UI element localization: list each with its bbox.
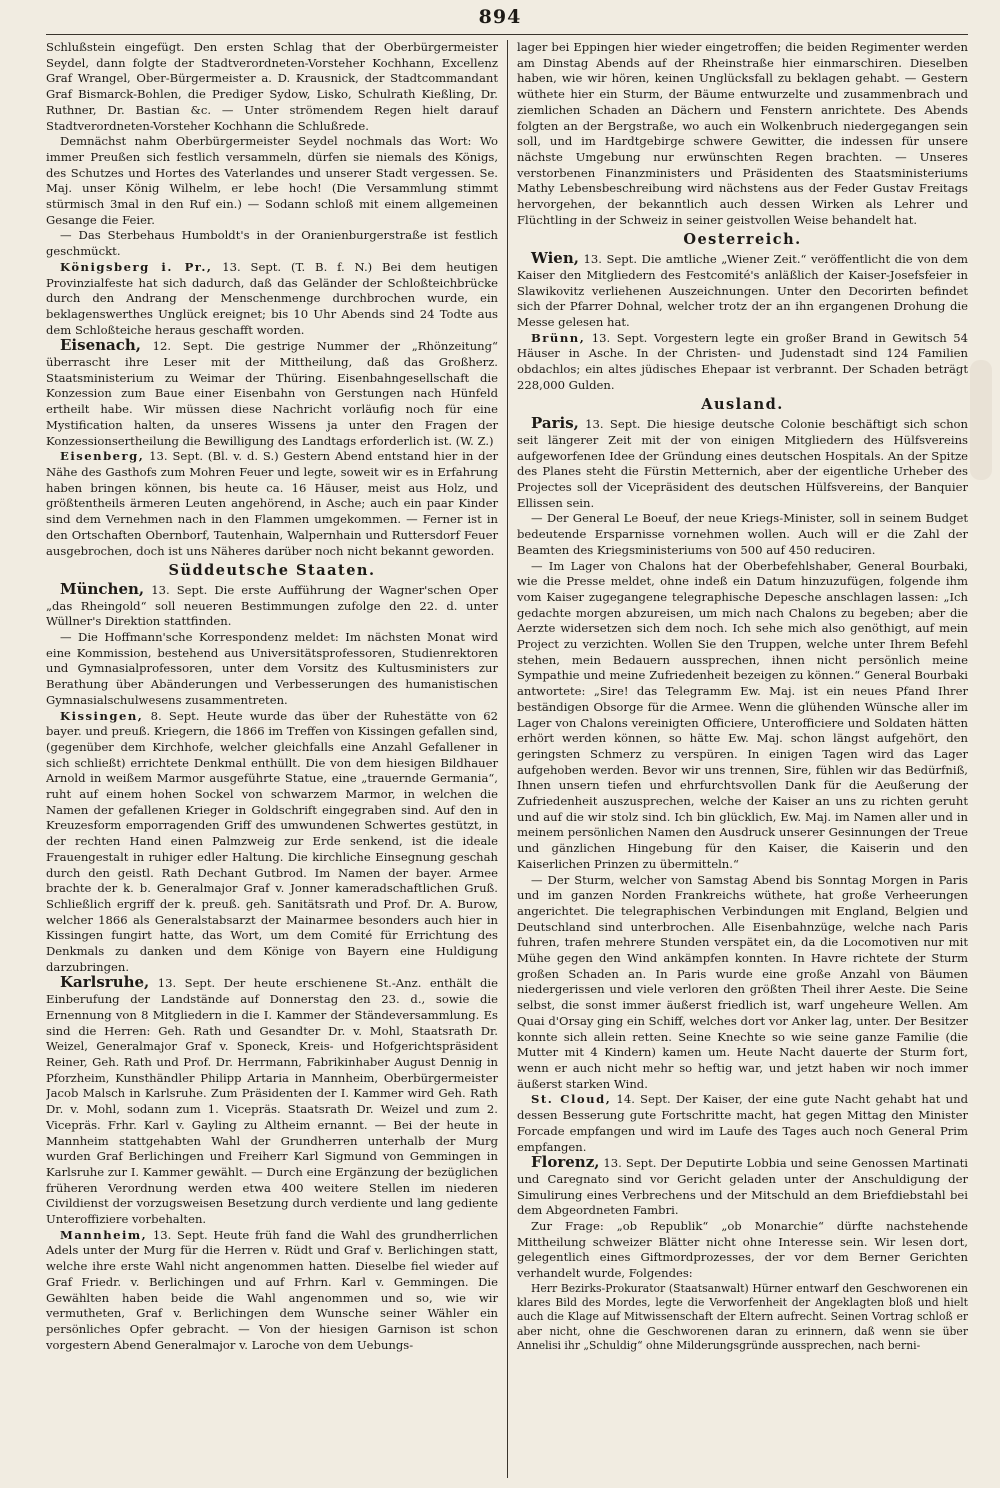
- dateline-place: München,: [60, 579, 145, 598]
- article-paragraph: lager bei Eppingen hier wieder eingetroffen; die beiden Regimenter werden am Dinstag Abends auf der Rheinstraße hier einmarschiren. Dieselben haben, wie wir hören, keinen Unglücksfall zu beklagen gehabt. — Gestern wüthete hier ein Sturm, der Bäume entwurzelte und zusammenbrach und ziemlichen Schaden an Dächern und Fenstern anrichtete. Des Abends folgten an der Bergstraße, wo auch ein Wolkenbruch niedergegangen sein soll, und im Hardtgebirge schwere Gewitter, die indessen für unsere nächste Umgebung nur erwünschten Regen brachten. — Unseres verstorbenen Finanzministers und Präsidenten des Staatsministeriums Mathy Lebensbeschreibung wird nächstens aus der Feder Gustav Freitags hervorgehen, der bekanntlich auch dessen Wirken als Lehrer und Flüchtling in der Schweiz in seiner geistvollen Weise behandelt hat.: [517, 40, 968, 227]
- article-paragraph: [46, 975, 498, 1227]
- article-paragraph: — Der General Le Boeuf, der neue Kriegs-Minister, soll in seinem Budget bedeutende Ersparnisse vornehmen wollen. Auch will er die Zahl der Beamten des Kriegsministeriums von 500 auf 450 reduciren.: [517, 511, 968, 557]
- article-paragraph: Schlußstein eingefügt. Den ersten Schlag that der Oberbürgermeister Seydel, dann folgte der Stadtverordneten-Vorsteher Kochhann, Excellenz Graf Wrangel, Ober-Bürgermeister a. D. Krausnick, der Stadtcommandant Graf Bismarck-Bohlen, die Prediger Sydow, Lisko, Schulrath Kießling, Dr. Ruthner, Dr. Bastian &c. — Unter strömendem Regen hielt darauf Stadtverordneten-Vorsteher Kochhann die Schlußrede.: [46, 40, 498, 133]
- dateline-place: Brünn,: [531, 330, 586, 345]
- dateline-place: Paris,: [531, 414, 579, 433]
- article-paragraph: [46, 709, 498, 976]
- dateline-place: Eisenach,: [60, 336, 142, 355]
- article-paragraph: Herr Bezirks-Prokurator (Staatsanwalt) Hürner entwarf den Geschworenen ein klares Bild des Mordes, legte die Verworfenheit der Angeklagten bloß und hielt auch die Klage auf Mitwissenschaft der Eltern aufrecht. Seinen Vortrag schloß er aber nicht, ohne die Geschworenen daran zu erinnern, daß wenn sie über Annelisi ihr „Schuldig“ ohne Milderungsgründe aussprechen, nach berni-: [517, 1281, 968, 1353]
- article-paragraph: [46, 260, 498, 339]
- paper-stain: [970, 360, 992, 480]
- article-paragraph: [46, 1228, 498, 1354]
- article-paragraph: — Das Sterbehaus Humboldt's in der Oranienburgerstraße ist festlich geschmückt.: [46, 228, 498, 259]
- dateline-place: Kissingen,: [60, 708, 144, 723]
- left-column: [46, 40, 507, 1478]
- dateline-place: Königsberg i. Pr.,: [60, 259, 213, 274]
- article-paragraph: — Im Lager von Chalons hat der Oberbefehlshaber, General Bourbaki, wie die Presse meldet, ohne indeß ein Datum hinzuzufügen, folgende ihm vom Kaiser zugegangene telegraphische Depesche anschlagen lassen: „Ich gedachte morgen abzureisen, um mich nach Chalons zu begeben; aber die Aerzte widersetzen sich dem noch. Ich sehe mich also genöthigt, auf mein Project zu verzichten. Wollen Sie den Truppen, welche unter Ihrem Befehl stehen, mein Bedauern aussprechen, ihnen nicht persönlich meine Sympathie und meine Zufriedenheit bezeigen zu können.“ General Bourbaki antwortete: „Sire! das Telegramm Ew. Maj. ist ein neues Pfand Ihrer beständigen Obsorge für die Armee. Wenn die glühenden Wünsche aller im Lager von Chalons vereinigten Officiere, Unterofficiere und Soldaten hätten erhört werden können, so hätte Ew. Maj. schon längst aufgehört, den geringsten Schmerz zu verspüren. In einigen Tagen wird das Lager aufgehoben werden. Bevor wir uns trennen, Sire, fühlen wir das Bedürfniß, Ihnen unsern tiefen und ehrfurchtsvollen Dank für die Aeußerung der Zufriedenheit auszusprechen, welche der Kaiser an uns zu richten geruht und auf die wir stolz sind. Ich bin glücklich, Ew. Maj. im Namen aller und in meinem persönlichen Namen den Ausdruck unserer Gesinnungen der Treue und gänzlichen Hingebung für den Kaiser, die Kaiserin und den Kaiserlichen Prinzen zu übermitteln.“: [517, 558, 968, 871]
- article-text: 8. Sept. Heute wurde das über der Ruhestätte von 62 bayer. und preuß. Kriegern, die 1866 im Treffen von Kissingen gefallen sind, (gegenüber dem Kirchhofe, welcher gleichfalls eine Anzahl Gefallener in sich schließt) errichtete Denkmal enthüllt. Die von dem hiesigen Bildhauer Arnold in weißem Marmor ausgeführte Statue, eine „trauernde Germania“, ruht auf einem hohen Sockel von schwarzem Marmor, in welchen die Namen der gefallenen Krieger in Goldschrift eingegraben sind. Auf den in Kreuzesform emporragenden Griff des umwundenen Schwertes gestützt, in der rechten Hand einen Palmzweig zur Erde senkend, ist die ideale Frauengestalt in ruhiger edler Haltung. Die kirchliche Einsegnung geschah durch den geistl. Rath Dechant Gutbrod. Im Namen der bayer. Armee brachte der k. b. Generalmajor Graf v. Jonner kameradschaftlichen Gruß. Schließlich ergriff der k. preuß. geh. Sanitätsrath und Prof. Dr. A. Burow, welcher 1866 als Generalstabsarzt der Mainarmee besonders auch hier in Kissingen fungirt hatte, das Wort, um dem Comité für Errichtung des Denkmals zu danken und dem Könige von Bayern eine Huldigung darzubringen.: [46, 708, 498, 974]
- dateline-place: Karlsruhe,: [60, 973, 150, 992]
- article-paragraph: Zur Frage: „ob Republik“ „ob Monarchie“ dürfte nachstehende Mittheilung schweizer Blätter nicht ohne Interesse sein. Wir lesen dort, gelegentlich eines Giftmordprozesses, der vor dem Berner Gerichten verhandelt wurde, Folgendes:: [517, 1219, 968, 1281]
- article-paragraph: [517, 416, 968, 511]
- section-heading: Süddeutsche Staaten.: [168, 562, 376, 580]
- article-text: 13. Sept. (T. B. f. N.) Bei dem heutigen Provinzialfeste hat sich dadurch, daß das Geländer der Schloßteichbrücke durch den Andrang der Menschenmenge durchbrochen wurde, ein beklagenswerthes Unglück ereignet; bis 10 Uhr Abends sind 24 Todte aus dem Schloßteiche heraus geschafft worden.: [46, 259, 498, 337]
- dateline-place: Wien,: [531, 249, 579, 268]
- dateline-place: Mannheim,: [60, 1227, 148, 1242]
- article-paragraph: [517, 1155, 968, 1219]
- article-paragraph: — Die Hoffmann'sche Korrespondenz meldet: Im nächsten Monat wird eine Kommission, bestehend aus Universitätsprofessoren, Studienrektoren und Gymnasialprofessoren, unter dem Vorsitz des Kultusministers zur Berathung über Abänderungen und Verbesserungen des humanistischen Gymnasialschulwesens zusammentreten.: [46, 630, 498, 707]
- article-text: 12. Sept. Die gestrige Nummer der „Rhönzeitung“ überrascht ihre Leser mit der Mittheilung, daß das Großherz. Staatsministerium zu Weimar der Thüring. Eisenbahngesellschaft die Konzession zum Baue einer Eisenbahn von Gerstungen nach Hünfeld ertheilt habe. Wir müssen diese Nachricht vorläufig noch für eine Mystification halten, da unseres Wissens ja unter den Fragen der Konzessionsertheilung die Bewilligung des Landtags erforderlich ist. (W. Z.): [46, 339, 498, 448]
- article-text: 13. Sept. Die erste Aufführung der Wagner'schen Oper „das Rheingold“ soll neueren Bestimmungen zufolge den 22. d. unter Wüllner's Direktion stattfinden.: [46, 582, 498, 629]
- article-text: 13. Sept. Heute früh fand die Wahl des grundherrlichen Adels unter der Murg für die Herren v. Rüdt und Graf v. Berlichingen statt, welche ihre erste Wahl nicht angenommen hatten. Dieselbe fiel wieder auf Graf Friedr. v. Berlichingen und auf Frhrn. Karl v. Gemmingen. Die Gewählten haben beide die Wahl angenommen und so, wie wir vermutheten, Graf v. Berlichingen dem Wunsche seiner Wähler ein persönliches Opfer gebracht. — Von der hiesigen Garnison ist schon vorgestern Abend Generalmajor v. Laroche von dem Uebungs-: [46, 1227, 498, 1352]
- article-paragraph: [46, 338, 498, 449]
- right-column: [507, 40, 968, 1478]
- section-heading: Oesterreich.: [683, 231, 802, 249]
- article-paragraph: Demnächst nahm Oberbürgermeister Seydel nochmals das Wort: Wo immer Preußen sich festlich versammeln, dürfen sie niemals des Königs, des Schutzes und Hortes des Vaterlandes und unserer Stadt vergessen. Se. Maj. unser König Wilhelm, er lebe hoch! (Die Versammlung stimmt stürmisch 3mal in den Ruf ein.) — Sodann schloß mit einem allgemeinen Gesange die Feier.: [46, 134, 498, 227]
- dateline-place: Florenz,: [531, 1153, 600, 1172]
- article-paragraph: [46, 449, 498, 559]
- article-text: 13. Sept. (Bl. v. d. S.) Gestern Abend entstand hier in der Nähe des Gasthofs zum Mohren Feuer und legte, soweit wir es in Erfahrung haben bringen können, bis heute ca. 16 Häuser, meist aus Holz, und größtentheils ärmeren Leuten angehörend, in Asche; auch ein paar Kinder sind dem Vernehmen nach in den Flammen umgekommen. — Ferner ist in den Ortschaften Obernborf, Tautenhain, Walpernhain und Ruttersdorf Feuer ausgebrochen, doch ist uns Näheres darüber noch nicht bekannt geworden.: [46, 449, 498, 558]
- article-text: 13. Sept. Der heute erschienene St.-Anz. enthält die Einberufung der Landstände auf Donnerstag den 23. d., sowie die Ernennung von 8 Mitgliedern in die I. Kammer der Ständeversammlung. Es sind die Herren: Geh. Rath und Gesandter Dr. v. Mohl, Staatsrath Dr. Weizel, Generalmajor Graf v. Sponeck, Kreis- und Hofgerichtspräsident Reiner, Geh. Rath und Prof. Dr. Herrmann, Fabrikinhaber August Dennig in Pforzheim, Kunsthändler Philipp Artaria in Mannheim, Oberbürgermeister Jacob Malsch in Karlsruhe. Zum Präsidenten der I. Kammer wird Geh. Rath Dr. v. Mohl, sodann zum 1. Vicepräs. Staatsrath Dr. Weizel und zum 2. Vicepräs. Frhr. Karl v. Gayling zu Altheim ernannt. — Bei der heute in Mannheim stattgehabten Wahl der Grundherren unterhalb der Murg wurden Graf Berlichingen und Freiherr Karl Sigmund von Gemmingen in Karlsruhe zur I. Kammer gewählt. — Durch eine Ergänzung der bezüglichen früheren Verordnung werden etwa 400 weitere Stellen im niederen Civildienst der vorzugsweisen Besetzung durch verdiente und lang gediente Unteroffiziere vorbehalten.: [46, 976, 498, 1227]
- section-heading: Ausland.: [701, 396, 784, 414]
- article-text: 13. Sept. Die amtliche „Wiener Zeit.“ veröffentlicht die von dem Kaiser den Mitgliedern des Festcomité's anläßlich der Kaiser-Josefsfeier in Slawikovitz verliehenen Auszeichnungen. Unter den Decorirten befindet sich der Pfarrer Dohnal, welcher trotz der an ihn ergangenen Drohung die Messe gelesen hat.: [517, 252, 968, 329]
- article-text: 13. Sept. Vorgestern legte ein großer Brand in Gewitsch 54 Häuser in Asche. In der Christen- und Judenstadt sind 124 Familien obdachlos; ein altes jüdisches Ehepaar ist verbrannt. Der Schaden beträgt 228,000 Gulden.: [517, 330, 968, 392]
- article-paragraph: — Der Sturm, welcher von Samstag Abend bis Sonntag Morgen in Paris und im ganzen Norden Frankreichs wüthete, hat große Verheerungen angerichtet. Die telegraphischen Verbindungen mit England, Belgien und Deutschland sind unterbrochen. Alle Eisenbahnzüge, welche nach Paris fuhren, trafen mehrere Stunden verspätet ein, da die Locomotiven nur mit Mühe gegen den Wind ankämpfen konnten. In Havre richtete der Sturm großen Schaden an. In Paris wurde eine große Anzahl von Bäumen niedergerissen und viele verloren den größten Theil ihrer Aeste. Die Seine selbst, die sonst immer äußerst friedlich ist, warf ungeheure Wellen. Am Quai d'Orsay ging ein Schiff, welches dort vor Anker lag, unter. Der Besitzer konnte sich allein retten. Seine Knechte so wie seine ganze Familie (die Mutter mit 4 Kindern) kamen um. Heute Nacht dauerte der Sturm fort, wenn er auch nicht mehr so heftig war, und jetzt haben wir noch immer äußerst starken Wind.: [517, 872, 968, 1091]
- article-text: 14. Sept. Der Kaiser, der eine gute Nacht gehabt hat und dessen Besserung gute Fortschritte macht, hat gegen Mittag den Minister Forcade empfangen und wird im Laufe des Tages auch noch General Prim empfangen.: [517, 1092, 968, 1154]
- article-paragraph: [517, 251, 968, 331]
- dateline-place: St. Cloud,: [531, 1092, 612, 1107]
- article-paragraph: [517, 1092, 968, 1155]
- columns: [46, 40, 968, 1478]
- article-paragraph: [46, 579, 498, 630]
- article-paragraph: [517, 331, 968, 394]
- dateline-place: Eisenberg,: [60, 449, 145, 464]
- article-text: 13. Sept. Die hiesige deutsche Colonie beschäftigt sich schon seit längerer Zeit mit der von einigen Mitgliedern des Hülfsvereins aufgeworfenen Idee der Gründung eines deutschen Hospitals. An der Spitze des Planes steht die Fürstin Metternich, aber der eigentliche Urheber des Projectes soll der Vicepräsident des deutschen Hülfsvereins, der Banquier Ellissen sein.: [517, 417, 968, 510]
- header-rule: [46, 34, 968, 35]
- page-number: 894: [478, 6, 522, 28]
- article-text: 13. Sept. Der Deputirte Lobbia und seine Genossen Martinati und Caregnato sind vor Gericht geladen unter der Anschuldigung der Simulirung eines Verbrechens und der Mitschuld an dem Briefdiebstahl bei dem Abgeordneten Fambri.: [517, 1156, 968, 1218]
